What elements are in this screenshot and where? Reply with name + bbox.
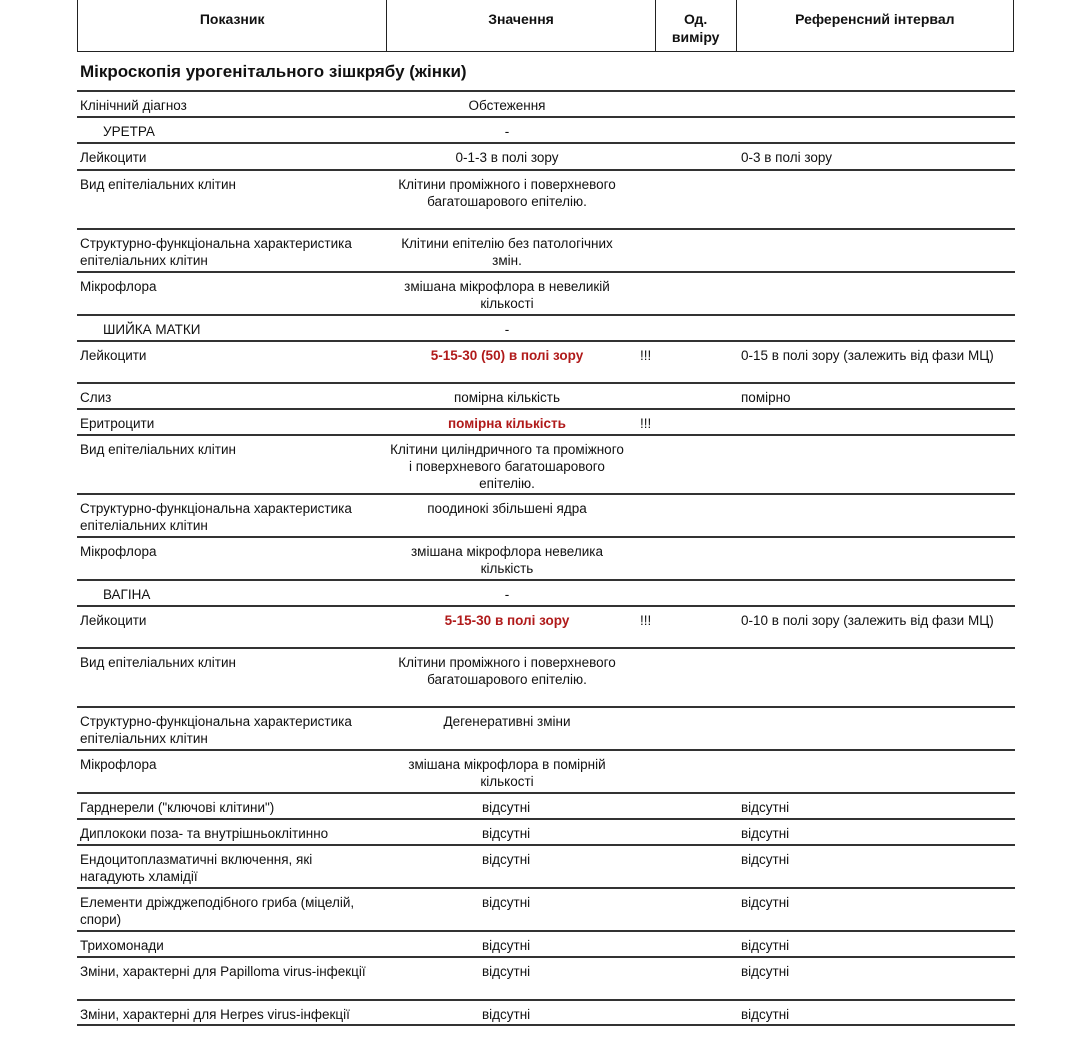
indicator-cell: Диплококи поза- та внутрішньоклітинно: [80, 826, 329, 841]
indicator-cell: Мікрофлора: [80, 757, 157, 772]
table-row: [77, 605, 1015, 647]
value-cell: -: [504, 124, 510, 139]
table-row: [77, 956, 1015, 999]
indicator-cell: Вид епітеліальних клітин: [80, 177, 236, 192]
indicator-cell: Мікрофлора: [80, 279, 157, 294]
indicator-cell: Трихомонади: [80, 938, 164, 953]
table-row: [77, 930, 1015, 956]
table-row: [77, 647, 1015, 706]
reference-cell: відсутні: [741, 938, 790, 953]
table-row: [77, 271, 1015, 314]
table-row: [77, 408, 1015, 434]
value-cell: 0-1-3 в полі зору: [455, 150, 559, 165]
value-cell: Клітини циліндричного та проміжного і поверхневого багатошарового епітелію.: [390, 442, 624, 491]
reference-cell: відсутні: [741, 826, 790, 841]
header-indicator: Показник: [78, 0, 387, 51]
indicator-cell: Лейкоцити: [80, 150, 147, 165]
table-row: [77, 749, 1015, 792]
table-row: [77, 818, 1015, 844]
indicator-cell: Вид епітеліальних клітин: [80, 442, 236, 457]
value-cell: відсутні: [482, 1007, 531, 1022]
table-header: [77, 0, 1014, 52]
section-row: [77, 314, 1015, 340]
table-row: [77, 382, 1015, 408]
value-cell: 5-15-30 в полі зору: [444, 613, 570, 628]
value-cell: Клітини проміжного і поверхневого багатошарового епітелію.: [398, 177, 616, 209]
table-row: [77, 90, 1015, 116]
indicator-cell: Мікрофлора: [80, 544, 157, 559]
indicator-cell: Структурно-функціональна характеристика епітеліальних клітин: [80, 714, 352, 746]
value-cell: змішана мікрофлора в помірній кількості: [408, 757, 606, 789]
reference-cell: відсутні: [741, 852, 790, 867]
indicator-cell: Ендоцитоплазматичні включення, які нагадують хламідії: [80, 852, 313, 884]
header-unit: Од. виміру: [656, 0, 737, 51]
indicator-cell: Гарднерели ("ключові клітини"): [80, 800, 275, 815]
table-row: [77, 844, 1015, 887]
indicator-cell: Слиз: [80, 390, 112, 405]
indicator-cell: Еритроцити: [80, 416, 155, 431]
header-reference: Референсний інтервал: [795, 11, 955, 27]
table-row: [77, 792, 1015, 818]
reference-cell: помірно: [741, 390, 791, 405]
table-row: [77, 142, 1015, 169]
value-cell: помірна кількість: [448, 416, 566, 431]
reference-cell: відсутні: [741, 1007, 790, 1022]
indicator-cell: Зміни, характерні для Herpes virus-інфекції: [80, 1007, 350, 1022]
table-row: [77, 169, 1015, 228]
value-cell: відсутні: [482, 938, 531, 953]
value-cell: відсутні: [482, 964, 531, 979]
value-cell: поодинокі збільшені ядра: [427, 501, 587, 516]
reference-cell: відсутні: [741, 800, 790, 815]
value-cell: відсутні: [482, 826, 531, 841]
abnormal-flag: !!!: [640, 416, 652, 431]
section-label: ШИЙКА МАТКИ: [103, 322, 201, 337]
table-row: [77, 706, 1015, 749]
indicator-cell: Клінічний діагноз: [80, 98, 187, 113]
value-cell: -: [504, 322, 510, 337]
results-table: [77, 90, 1015, 1026]
indicator-cell: Структурно-функціональна характеристика епітеліальних клітин: [80, 501, 352, 533]
indicator-cell: Структурно-функціональна характеристика епітеліальних клітин: [80, 236, 352, 268]
value-cell: змішана мікрофлора невелика кількість: [410, 544, 603, 576]
table-row: [77, 493, 1015, 536]
section-label: ВАГІНА: [103, 587, 151, 602]
value-cell: відсутні: [482, 800, 531, 815]
table-row: [77, 536, 1015, 579]
section-row: [77, 116, 1015, 142]
indicator-cell: Елементи дріжджеподібного гриба (міцелій, спори): [80, 895, 355, 927]
header-value: Значення: [387, 0, 655, 51]
value-cell: Дегенеративні зміни: [443, 714, 571, 729]
table-row: [77, 434, 1015, 493]
value-cell: 5-15-30 (50) в полі зору: [430, 348, 584, 363]
value-cell: помірна кількість: [453, 390, 560, 405]
abnormal-flag: !!!: [640, 613, 652, 628]
indicator-cell: Лейкоцити: [80, 348, 147, 363]
abnormal-flag: !!!: [640, 348, 652, 363]
value-cell: Клітини проміжного і поверхневого багатошарового епітелію.: [398, 655, 616, 687]
indicator-cell: Зміни, характерні для Papilloma virus-інфекції: [80, 964, 366, 979]
value-cell: відсутні: [482, 895, 531, 910]
reference-cell: відсутні: [741, 964, 790, 979]
reference-cell: 0-3 в полі зору: [741, 150, 832, 165]
value-cell: -: [504, 587, 510, 602]
section-label: УРЕТРА: [103, 124, 155, 139]
table-row: [77, 228, 1015, 271]
indicator-cell: Вид епітеліальних клітин: [80, 655, 236, 670]
value-cell: Клітини епітелію без патологічних змін.: [401, 236, 613, 268]
value-cell: змішана мікрофлора в невеликій кількості: [404, 279, 610, 311]
value-cell: відсутні: [482, 852, 531, 867]
table-row: [77, 999, 1015, 1026]
value-cell: Обстеження: [468, 98, 546, 113]
reference-cell: 0-10 в полі зору (залежить від фази МЦ): [741, 613, 994, 628]
section-title: Мікроскопія урогенітального зішкрябу (жінки): [80, 62, 467, 81]
table-row: [77, 887, 1015, 930]
reference-cell: 0-15 в полі зору (залежить від фази МЦ): [741, 348, 994, 363]
table-row: [77, 340, 1015, 382]
section-row: [77, 579, 1015, 605]
reference-cell: відсутні: [741, 895, 790, 910]
indicator-cell: Лейкоцити: [80, 613, 147, 628]
